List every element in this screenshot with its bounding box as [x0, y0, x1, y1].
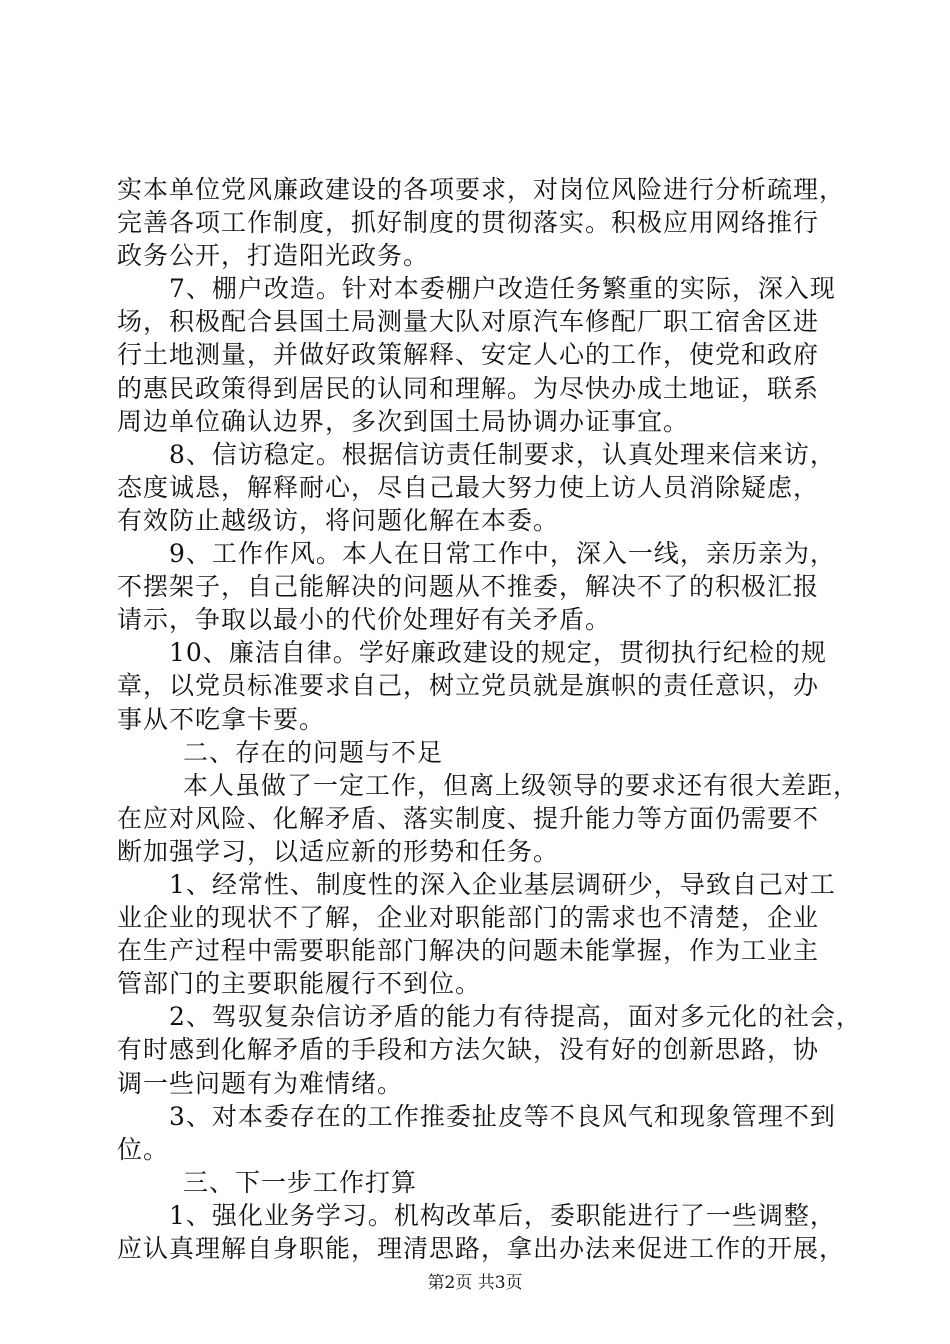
paragraph-problem-3-start: 3、对本委存在的工作推委扯皮等不良风气和现象管理不到 [169, 1101, 836, 1131]
text-line: 业企业的现状不了解，企业对职能部门的需求也不清楚，企业 [117, 903, 820, 933]
paragraph-10-start: 10、廉洁自律。学好廉政建设的规定，贯彻执行纪检的规 [169, 638, 827, 668]
text-line: 在生产过程中需要职能部门解决的问题未能掌握，作为工业主 [117, 936, 820, 966]
page-number-footer: 第2页 共3页 [427, 1273, 523, 1293]
text-line: 实本单位党风廉政建设的各项要求，对岗位风险进行分析疏理， [117, 175, 846, 204]
text-line: 不摆架子，自己能解决的问题从不推委，解决不了的积极汇报 [117, 572, 820, 602]
text-line: 的惠民政策得到居民的认同和理解。为尽快办成土地证，联系 [117, 373, 820, 403]
text-line: 在应对风险、化解矛盾、落实制度、提升能力等方面仍需要不 [117, 803, 820, 833]
paragraph-9-start: 9、工作作风。本人在日常工作中，深入一线，亲历亲为， [169, 539, 836, 569]
paragraph-intro-start: 本人虽做了一定工作，但离上级领导的要求还有很大差距， [183, 770, 860, 800]
paragraph-problem-1-start: 1、经常性、制度性的深入企业基层调研少，导致自己对工 [169, 869, 836, 899]
text-line: 断加强学习，以适应新的形势和任务。 [117, 836, 560, 866]
document-body [117, 173, 862, 1265]
text-line: 有效防止越级访，将问题化解在本委。 [117, 505, 560, 535]
text-line: 完善各项工作制度，抓好制度的贯彻落实。积极应用网络推行 [117, 208, 820, 238]
text-line: 周边单位确认边界，多次到国土局协调办证事宜。 [117, 406, 690, 436]
text-line: 应认真理解自身职能，理清思路，拿出办法来促进工作的开展， [117, 1234, 846, 1263]
paragraph-problem-2-start: 2、驾驭复杂信访矛盾的能力有待提高，面对多元化的社会， [169, 1002, 862, 1032]
text-line: 请示，争取以最小的代价处理好有关矛盾。 [117, 605, 612, 635]
paragraph-8-start: 8、信访稳定。根据信访责任制要求，认真处理来信来访， [169, 439, 836, 469]
text-line: 场，积极配合县国土局测量大队对原汽车修配厂职工宿舍区进 [117, 307, 820, 337]
text-line: 行土地测量，并做好政策解释、安定人心的工作，使党和政府 [117, 340, 820, 370]
text-line: 章，以党员标准要求自己，树立党员就是旗帜的责任意识，办 [117, 671, 820, 701]
text-line: 事从不吃拿卡要。 [117, 704, 326, 734]
paragraph-7-start: 7、棚户改造。针对本委棚户改造任务繁重的实际，深入现 [169, 274, 836, 304]
paragraph-plan-1-start: 1、强化业务学习。机构改革后，委职能进行了一些调整， [169, 1200, 836, 1230]
section-heading-2: 二、存在的问题与不足 [183, 737, 444, 767]
text-line: 位。 [117, 1134, 170, 1164]
text-line: 管部门的主要职能履行不到位。 [117, 969, 482, 999]
text-line: 态度诚恳，解释耐心，尽自己最大努力使上访人员消除疑虑， [117, 472, 820, 502]
text-line: 政务公开，打造阳光政务。 [117, 241, 430, 271]
section-heading-3: 三、下一步工作打算 [183, 1167, 418, 1197]
text-line: 有时感到化解矛盾的手段和方法欠缺，没有好的创新思路，协 [117, 1035, 820, 1065]
text-line: 调一些问题有为难情绪。 [117, 1068, 404, 1098]
